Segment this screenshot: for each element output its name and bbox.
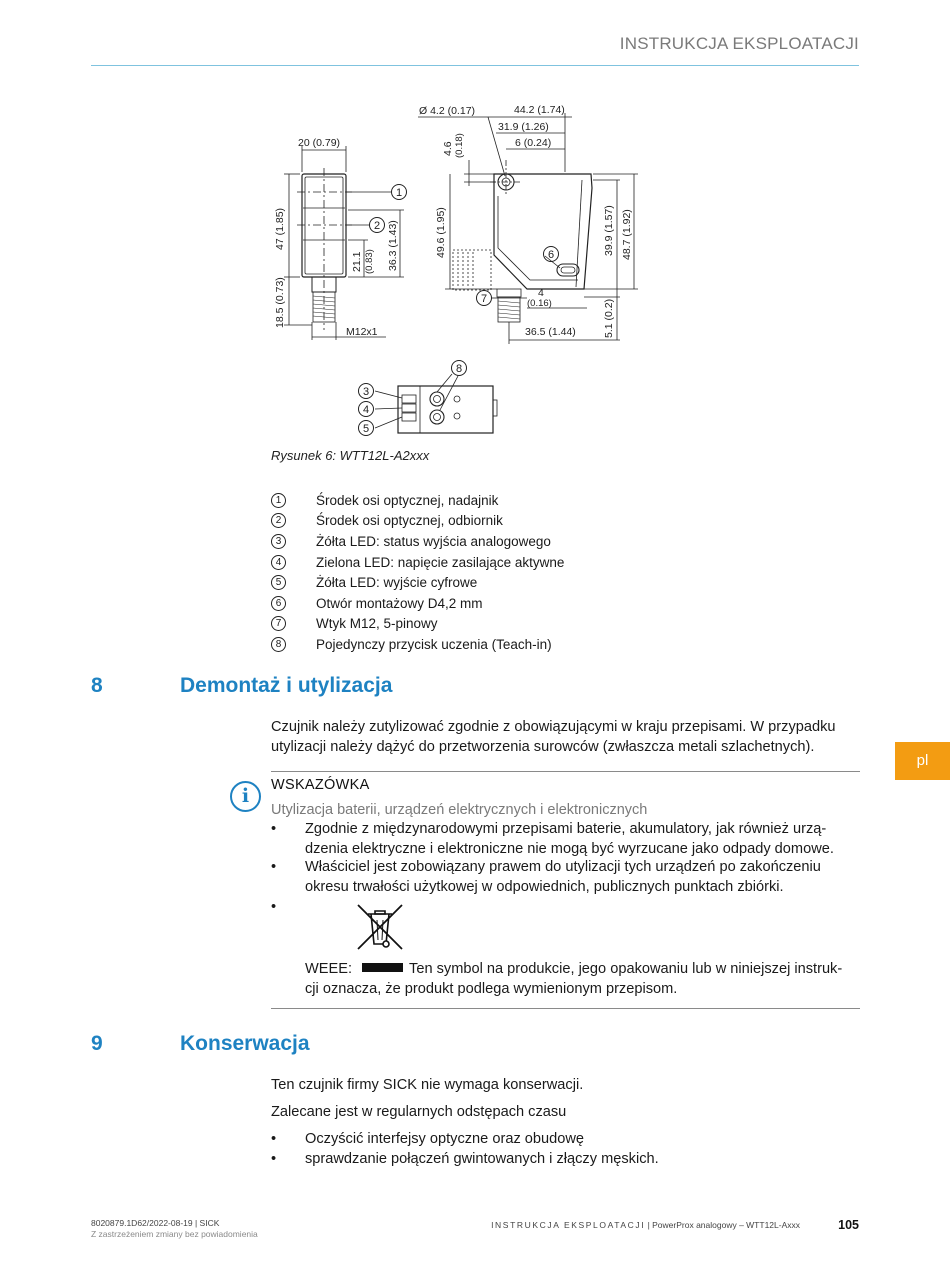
legend-item: [271, 490, 791, 511]
footer-notice: Z zastrzeżeniem zmiany bez powiadomienia: [91, 1229, 258, 1239]
dim-363: 36.3 (1.43): [387, 220, 399, 271]
bullet-dot: •: [271, 1151, 277, 1167]
note-label: WSKAZÓWKA: [271, 777, 370, 793]
dim-front-height: 47 (1.85): [274, 207, 286, 250]
note-bottom-rule: [271, 1008, 860, 1009]
legend-text: Żółta LED: status wyjścia analogowego: [316, 533, 551, 549]
dim-total-width: 44.2 (1.74): [514, 104, 565, 116]
paragraph-line: utylizacji należy dążyć do przetworzenia surowców (zwłaszcza metali szlachetnych).: [271, 738, 815, 755]
dim-46-in: (0.18): [454, 133, 465, 158]
legend-item: [271, 531, 791, 552]
callout-6: 6: [547, 249, 555, 261]
dim-319: 31.9 (1.26): [498, 121, 549, 133]
dim-hole-diameter: Ø 4.2 (0.17): [419, 105, 476, 117]
language-tab[interactable]: pl: [895, 742, 950, 780]
footer-product: | PowerProx analogowy – WTT12L-Axxx: [645, 1220, 800, 1230]
callout-1: 1: [395, 187, 403, 199]
dim-211: 21.1: [351, 251, 363, 272]
legend-text: Otwór montażowy D4,2 mm: [316, 595, 483, 611]
bullet-dot: •: [271, 899, 277, 915]
legend-text: Środek osi optycznej, odbiornik: [316, 513, 503, 529]
dim-46: 4.6: [442, 141, 454, 156]
section-8-title: Demontaż i utylizacja: [180, 674, 393, 697]
bullet-line: Właściciel jest zobowiązany prawem do utylizacji tych urządzeń po zakończeniu: [305, 859, 821, 875]
dim-4-in: (0.16): [527, 298, 552, 309]
section-8-number: 8: [91, 674, 103, 697]
legend-text: Pojedynczy przycisk uczenia (Teach-in): [316, 636, 552, 652]
callout-4: 4: [362, 404, 370, 416]
section-9-title: Konserwacja: [180, 1032, 310, 1055]
dim-thread: M12x1: [346, 326, 378, 338]
bullet-dot: •: [271, 821, 277, 837]
legend-number: 6: [271, 596, 286, 611]
callout-2: 2: [373, 220, 381, 232]
legend-list: [271, 490, 791, 655]
figure-caption: Rysunek 6: WTT12L-A2xxx: [271, 448, 430, 463]
legend-item: [271, 511, 791, 532]
bullet-line: okresu trwałości użytkowej w odpowiednich, publicznych punktach zbiórki.: [305, 878, 784, 895]
legend-number: 1: [271, 493, 286, 508]
legend-text: Żółta LED: wyjście cyfrowe: [316, 575, 478, 591]
legend-number: 7: [271, 616, 286, 631]
bullet-line: Zgodnie z międzynarodowymi przepisami baterie, akumulatory, jak również urzą-: [305, 821, 827, 837]
note-subtitle: Utylizacja baterii, urządzeń elektrycznych i elektronicznych: [271, 802, 648, 818]
dimension-drawing: [265, 95, 655, 440]
dim-365: 36.5 (1.44): [525, 326, 576, 338]
legend-number: 8: [271, 637, 286, 652]
legend-number: 4: [271, 555, 286, 570]
callout-3: 3: [362, 386, 370, 398]
front-view: [284, 146, 404, 340]
legend-item: [271, 614, 791, 635]
dim-399: 39.9 (1.57): [603, 205, 615, 256]
footer-left: [91, 1218, 258, 1240]
dim-211-in: (0.83): [364, 249, 375, 274]
footer-manual-title: INSTRUKCJA EKSPLOATACJI: [491, 1220, 646, 1230]
top-view: [375, 374, 497, 433]
section-9-paragraph-1: Ten czujnik firmy SICK nie wymaga konserwacji.: [271, 1077, 584, 1093]
callout-8: 8: [455, 363, 463, 375]
section-9-paragraph-2: Zalecane jest w regularnych odstępach czasu: [271, 1104, 567, 1120]
header-title: INSTRUKCJA EKSPLOATACJI: [619, 34, 859, 53]
callout-7: 7: [480, 293, 488, 305]
legend-item: [271, 593, 791, 614]
note-top-rule: [271, 771, 860, 772]
weee-bar-icon: [362, 963, 403, 972]
weee-label: WEEE:: [305, 961, 353, 977]
weee-text-body: [305, 960, 861, 999]
paragraph-line: Czujnik należy zutylizować zgodnie z obowiązującymi w kraju przepisami. W przypadku: [271, 719, 836, 735]
weee-line: [305, 960, 861, 980]
dim-4: 4: [538, 287, 544, 299]
bullet-text: Oczyścić interfejsy optyczne oraz obudowę: [305, 1131, 585, 1147]
dim-front-width: 20 (0.79): [298, 137, 341, 149]
weee-bin-icon: [355, 902, 405, 952]
dim-487: 48.7 (1.92): [621, 209, 633, 260]
dim-496: 49.6 (1.95): [435, 207, 447, 258]
bullet-text: sprawdzanie połączeń gwintowanych i złączy męskich.: [305, 1151, 659, 1167]
legend-text: Środek osi optycznej, nadajnik: [316, 492, 499, 508]
legend-item: [271, 572, 791, 593]
legend-number: 3: [271, 534, 286, 549]
bullet-dot: •: [271, 859, 277, 875]
page-number: 105: [838, 1218, 859, 1232]
header-rule: [91, 65, 859, 66]
section-9-number: 9: [91, 1032, 103, 1055]
dim-connector-height: 18.5 (0.73): [274, 277, 286, 328]
legend-text: Wtyk M12, 5-pinowy: [316, 616, 438, 632]
bullet-line: dzenia elektryczne i elektroniczne nie mogą być wyrzucane jako odpady domowe.: [305, 840, 834, 857]
bullet-dot: •: [271, 1131, 277, 1147]
info-icon: i: [230, 781, 261, 812]
weee-line: cji oznacza, że produkt podlega wymienionym przepisom.: [305, 980, 678, 997]
footer-center: [491, 1220, 800, 1230]
weee-text-line1: Ten symbol na produkcie, jego opakowaniu lub w niniejszej instruk-: [409, 961, 843, 977]
bullet-text: [305, 820, 861, 859]
callout-5: 5: [362, 423, 370, 435]
section-8-paragraph: [271, 718, 861, 757]
footer-doc-id: 8020879.1D62/2022-08-19 | SICK: [91, 1218, 220, 1228]
dim-6: 6 (0.24): [515, 137, 552, 149]
legend-number: 5: [271, 575, 286, 590]
dim-51: 5.1 (0.2): [603, 298, 615, 338]
bullet-text: [305, 858, 861, 897]
legend-item: [271, 552, 791, 573]
legend-item: [271, 634, 791, 655]
legend-number: 2: [271, 513, 286, 528]
legend-text: Zielona LED: napięcie zasilające aktywne: [316, 554, 565, 570]
